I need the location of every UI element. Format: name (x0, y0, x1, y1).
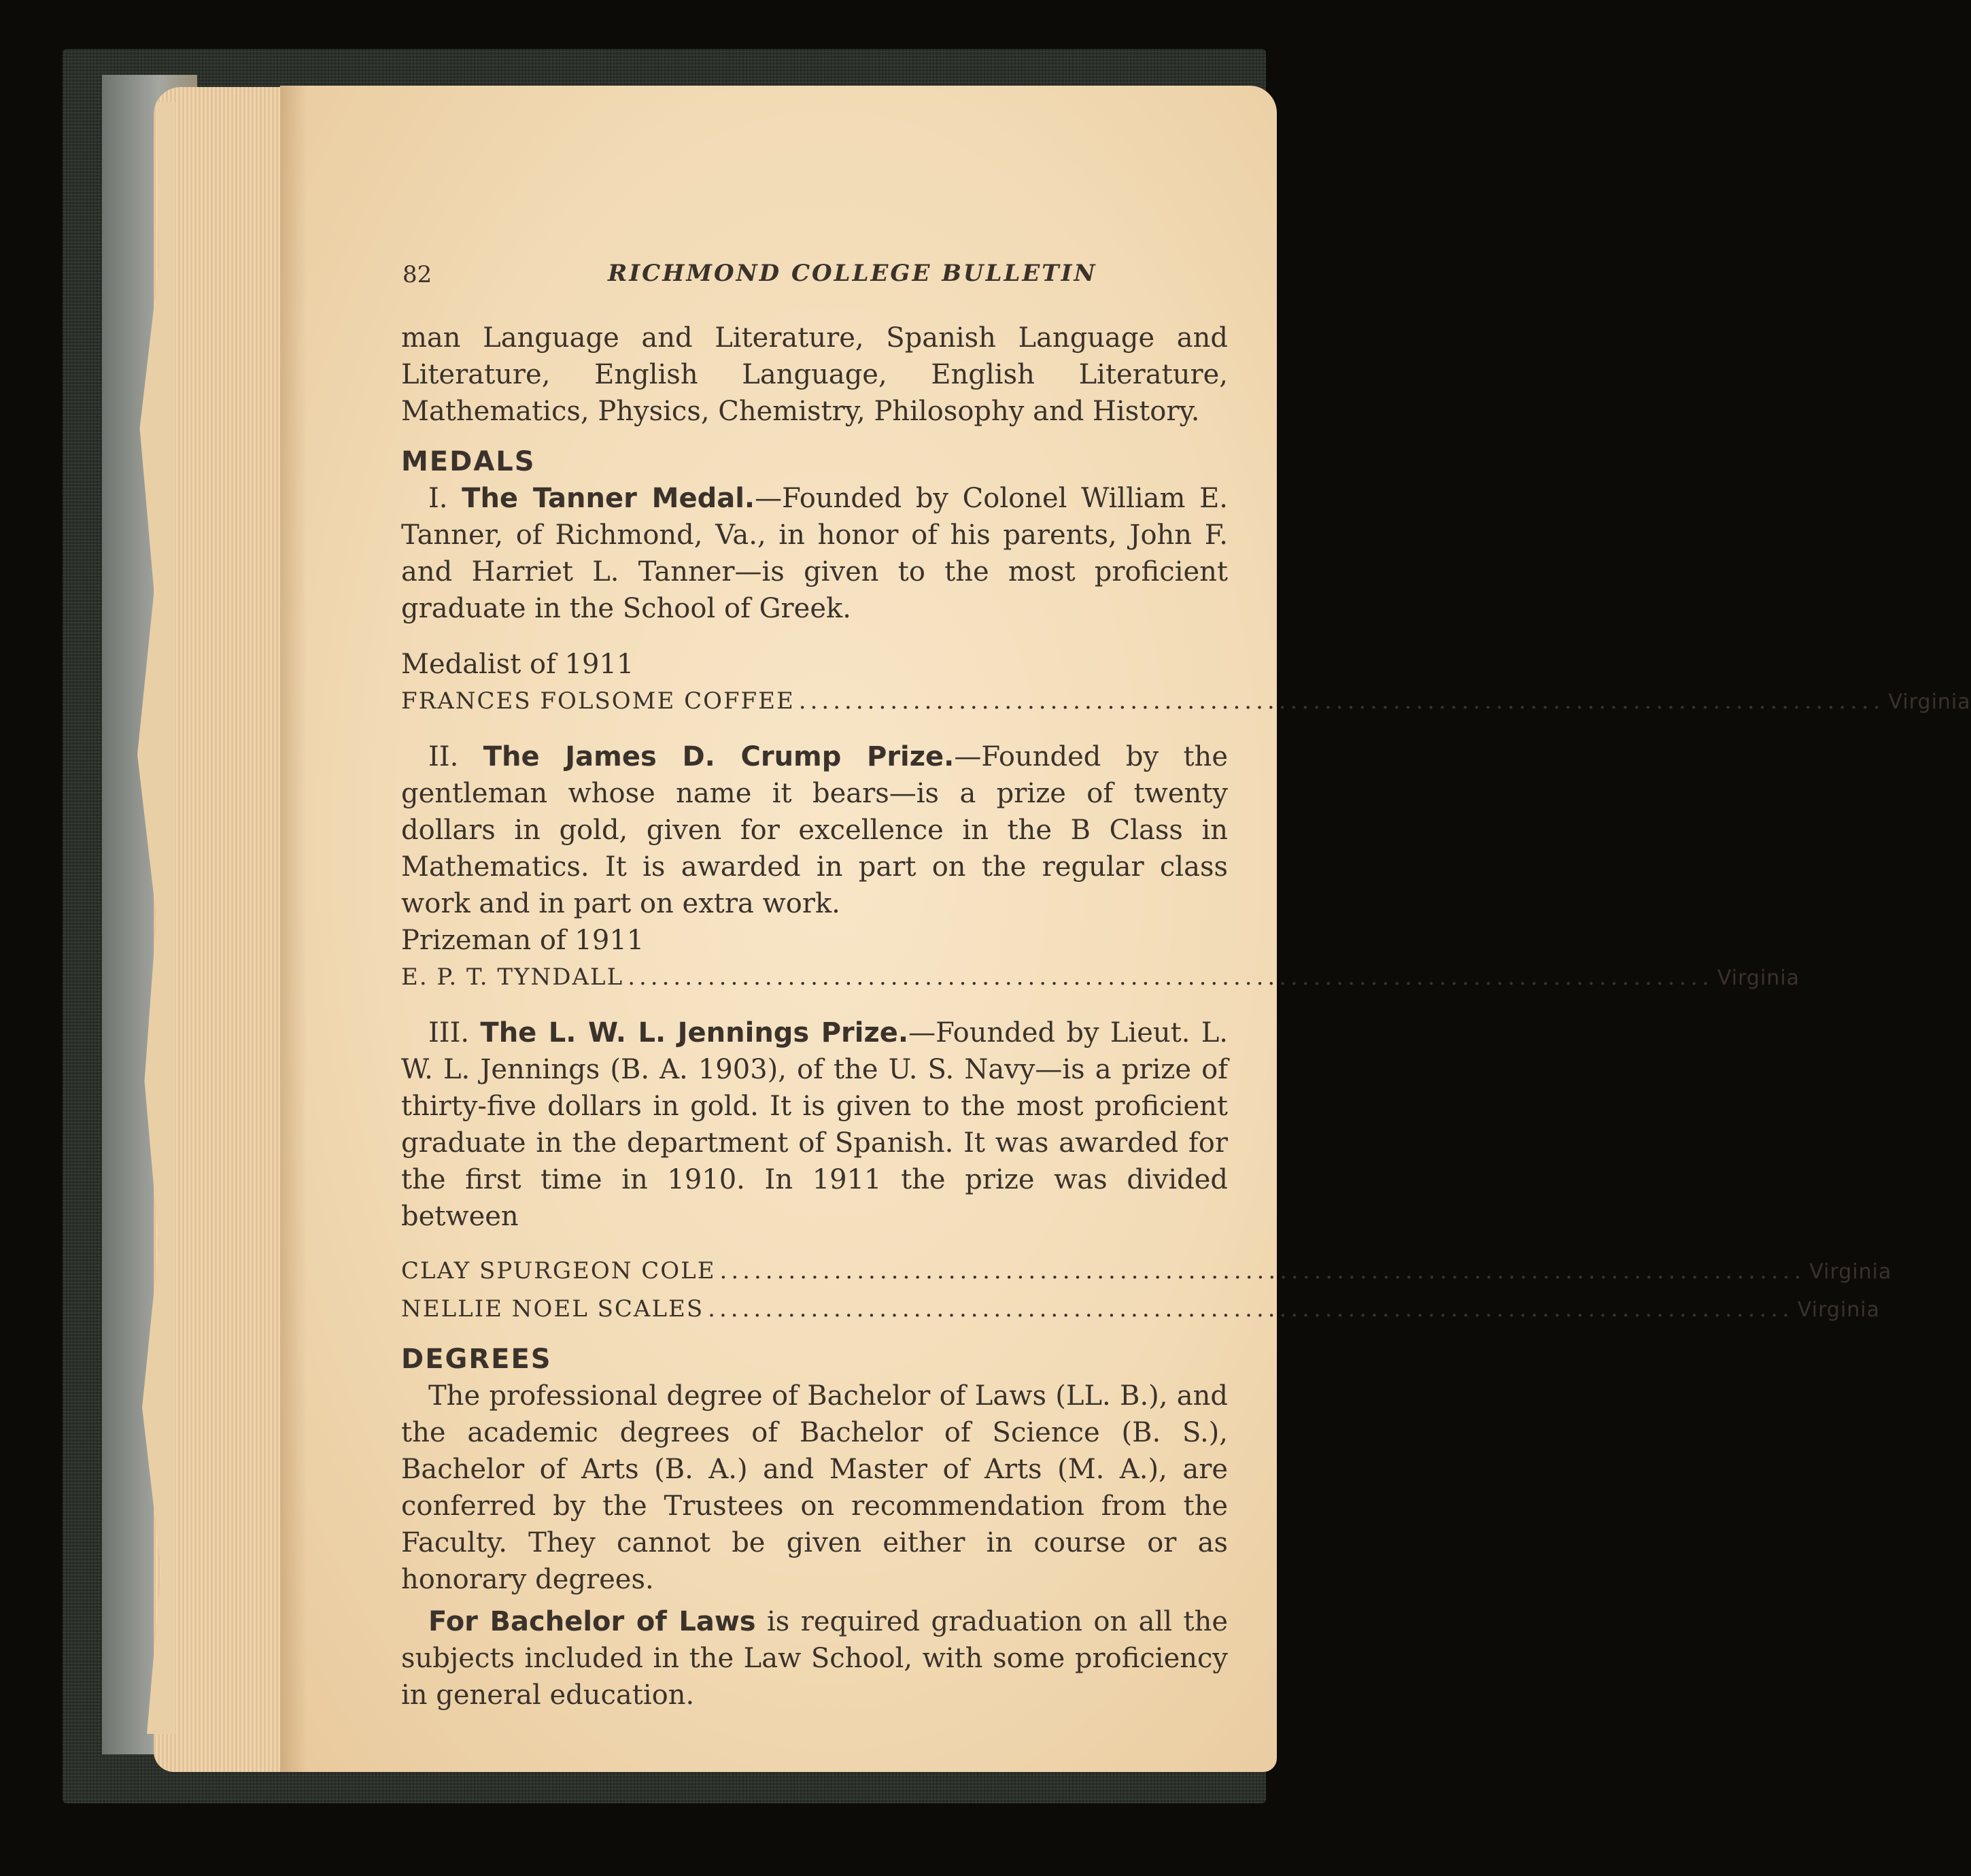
degrees-paragraph: The professional degree of Bachelor of Laws (LL. B.), and the academic degrees of Bachelor of Science (B. S.), Bachelor of Arts (B. A.) and Master of Arts (M. A.), are conferred by the Trustees on recommendation from the Faculty. They cannot be given either in course or as honorary degrees. (401, 1380, 1228, 1595)
crump-numeral: II. (428, 741, 459, 772)
intro-paragraph: man Language and Literature, Spanish Language and Literature, English Language, English Literature, Mathematics, Physics, Chemistry, Philosophy and History. (401, 322, 1228, 427)
tanner-text: —Founded by Colonel William E. Tanner, of Richmond, Va., in honor of his parents, John F. and Harriet L. Tanner—is given to the most proficient graduate in the School of Greek. (401, 483, 1228, 624)
winner-entry (401, 959, 1800, 997)
running-title: RICHMOND COLLEGE BULLETIN (608, 260, 1097, 287)
medals-heading: MEDALS (401, 446, 536, 477)
tanner-title: The Tanner Medal. (462, 483, 755, 514)
bachelor-of-laws-text: is required graduation on all the subjects included in the Law School, with some proficiency in general education. (401, 1606, 1229, 1711)
crump-paragraph (401, 738, 1228, 922)
jennings-title: The L. W. L. Jennings Prize. (480, 1017, 909, 1048)
winner-entry (401, 1291, 1881, 1329)
jennings-text: —Founded by Lieut. L. W. L. Jennings (B. A. 1903), of the U. S. Navy—is a prize of thirty-five dollars in gold. It is given to the most proficient graduate in the department of Spanish. It was awarded for the first time in 1910. In 1911 the prize was divided between (401, 1017, 1228, 1232)
jennings-paragraph (401, 1014, 1228, 1235)
dot-leader: ............................................................................................... (708, 1295, 1794, 1323)
winner-name: CLAY SPURGEON COLE (401, 1257, 716, 1284)
page-gutter (280, 86, 307, 1772)
page-content (401, 320, 1971, 1713)
winner-name: NELLIE NOEL SCALES (401, 1295, 704, 1323)
jennings-numeral: III. (428, 1017, 470, 1048)
bachelor-of-laws-paragraph (401, 1603, 1228, 1713)
winner-name: E. P. T. TYNDALL (401, 963, 624, 991)
crump-subhead: Prizeman of 1911 (401, 925, 645, 956)
bachelor-of-laws-lead: For Bachelor of Laws (428, 1606, 756, 1637)
winner-state: Virginia (1888, 690, 1971, 714)
tanner-subhead: Medalist of 1911 (401, 649, 634, 680)
page-number: 82 (402, 261, 432, 288)
tanner-paragraph (401, 480, 1228, 627)
degrees-heading: DEGREES (401, 1344, 552, 1375)
winner-state: Virginia (1809, 1260, 1892, 1284)
winner-name: FRANCES FOLSOME COFFEE (401, 687, 795, 715)
tanner-numeral: I. (428, 483, 448, 514)
crump-text: —Founded by the gentleman whose name it bears—is a prize of twenty dollars in gold, given for excellence in the B Class in Mathematics. It is awarded in part on the regular class work and in part on extra work. (401, 741, 1228, 919)
winner-state: Virginia (1797, 1298, 1881, 1322)
winner-entry (401, 1252, 1892, 1291)
winner-entry (401, 683, 1971, 721)
dot-leader: ............................................................................................... (719, 1257, 1806, 1284)
dot-leader: ............................................................................................... (628, 963, 1713, 991)
winner-state: Virginia (1717, 966, 1800, 990)
crump-title: The James D. Crump Prize. (483, 741, 955, 772)
dot-leader: ............................................................................................... (798, 687, 1885, 715)
